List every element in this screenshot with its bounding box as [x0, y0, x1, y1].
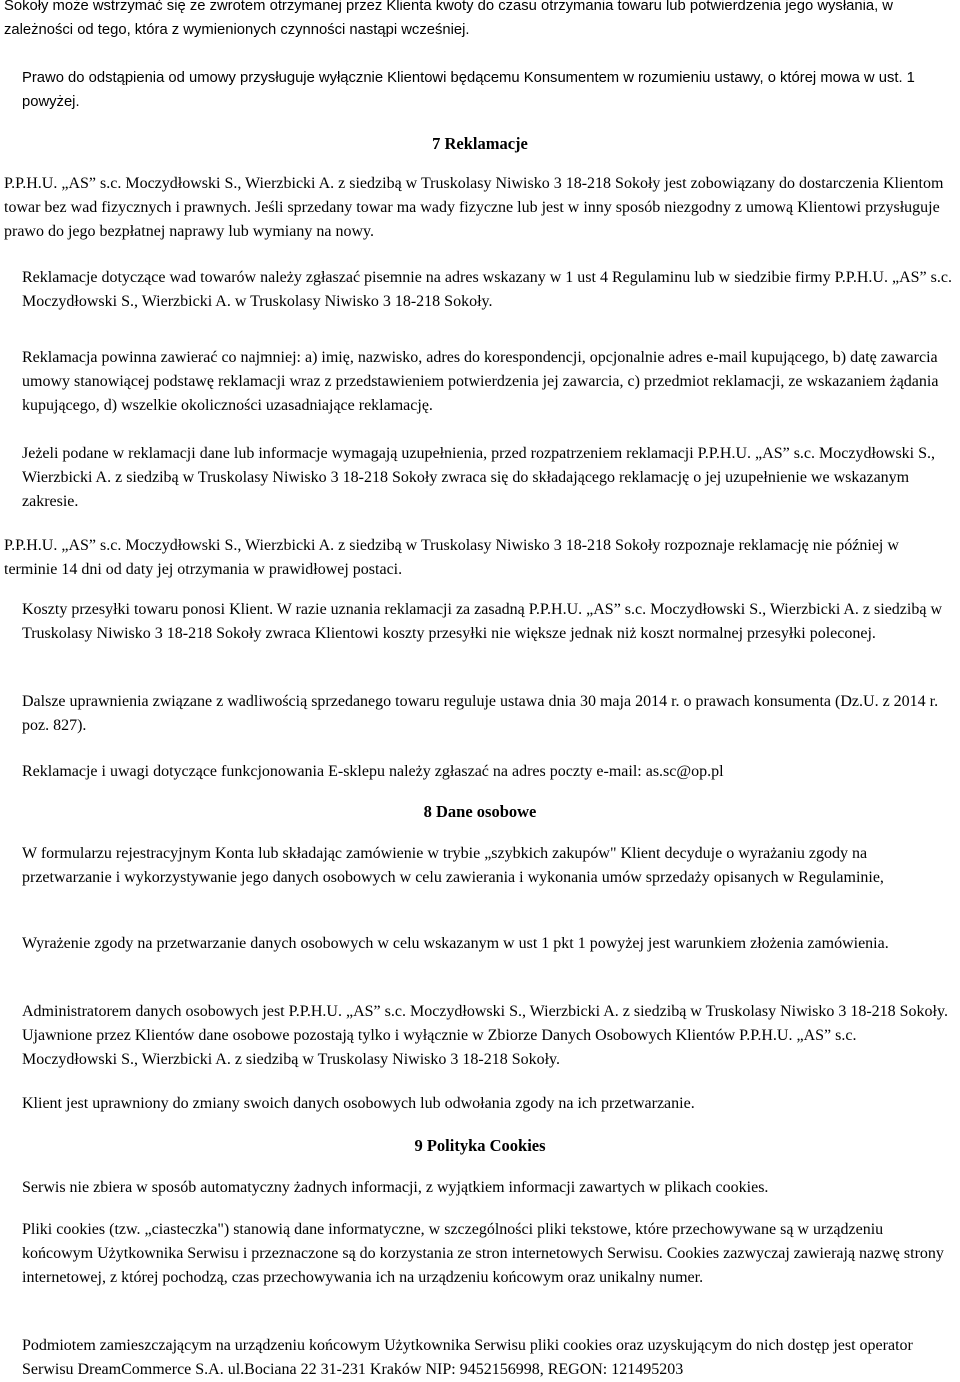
section-heading-polityka-cookies	[0, 1134, 960, 1158]
paragraph-complaint-address: Reklamacje dotyczące wad towarów należy zgłaszać pisemnie na adres wskazany w 1 ust 4 Regulaminu lub w siedzibie firmy P.P.H.U. „AS” s.c. Moczydłowski S., Wierzbicki A. w Truskolasy Niwisko 3 18-218 Sokoły.	[22, 269, 952, 310]
paragraph-complaint-content: Reklamacja powinna zawierać co najmniej: a) imię, nazwisko, adres do korespondencji, opcjonalnie adres e-mail kupującego, b) datę zawarcia umowy stanowiącej podstawę reklamacji wraz z przedstawieniem potwierdzenia jej zawarcia, c) przedmiot reklamacji, ze wskazaniem żądania kupującego, d) wszelkie okoliczności uzasadniające reklamację.	[22, 349, 939, 414]
paragraph-consent-form: W formularzu rejestracyjnym Konta lub składając zamówienie w trybie „szybkich zakupów" Klient decyduje o wyrażaniu zgody na przetwarzanie i wykorzystywanie jego danych osobowych w celu zawierania i wykonania umów sprzedaży opisanych w Regulaminie,	[22, 845, 884, 886]
paragraph-cookies-operator: Podmiotem zamieszczającym na urządzeniu końcowym Użytkownika Serwisu pliki cookies oraz uzyskującym do nich dostęp jest operator Serwisu DreamCommerce S.A. ul.Bociana 22 31-231 Kraków NIP: 9452156998, REGON: 121495203	[22, 1337, 913, 1378]
paragraph-refund-hold: Sokoły może wstrzymać się ze zwrotem otrzymanej przez Klienta kwoty do czasu otrzymania towaru lub potwierdzenia jego wysłania, w zależności od tego, która z wymienionych czynności nastąpi wcześniej.	[4, 0, 893, 38]
section-heading-label: 8 Dane osobowe	[423, 802, 537, 821]
section-heading-reklamacje	[0, 132, 960, 156]
paragraph-data-administrator: Administratorem danych osobowych jest P.P.H.U. „AS” s.c. Moczydłowski S., Wierzbicki A. z siedzibą w Truskolasy Niwisko 3 18-218 Sokoły. Ujawnione przez Klientów dane osobowe pozostają tylko i wyłącznie w Zbiorze Danych Osobowych Klientów P.P.H.U. „AS” s.c. Moczydłowski S., Wierzbicki A. z siedzibą w Truskolasy Niwisko 3 18-218 Sokoły.	[22, 1003, 948, 1068]
paragraph-cookies-collection: Serwis nie zbiera w sposób automatyczny żadnych informacji, z wyjątkiem informacji zawartych w plikach cookies.	[22, 1179, 769, 1196]
paragraph-complaint-completion: Jeżeli podane w reklamacji dane lub informacje wymagają uzupełnienia, przed rozpatrzeniem reklamacji P.P.H.U. „AS” s.c. Moczydłowski S., Wierzbicki A. z siedzibą w Truskolasy Niwisko 3 18-218 Sokoły zwraca się do składającego reklamację o jej uzupełnienie we wskazanym zakresie.	[22, 445, 936, 510]
paragraph-cookies-definition: Pliki cookies (tzw. „ciasteczka") stanowią dane informatyczne, w szczególności pliki tekstowe, które przechowywane są w urządzeniu końcowym Użytkownika Serwisu i przeznaczone są do korzystania ze stron internetowych Serwisu. Cookies zazwyczaj zawierają nazwę strony internetowej, z której pochodzą, czas przechowywania ich na urządzeniu końcowym oraz unikalny numer.	[22, 1221, 944, 1286]
paragraph-withdrawal-right: Prawo do odstąpienia od umowy przysługuje wyłącznie Klientowi będącemu Konsumentem w rozumieniu ustawy, o której mowa w ust. 1 powyżej.	[22, 70, 915, 110]
paragraph-complaint-deadline: P.P.H.U. „AS” s.c. Moczydłowski S., Wierzbicki A. z siedzibą w Truskolasy Niwisko 3 18-218 Sokoły rozpoznaje reklamację nie później w terminie 14 dni od daty jej otrzymania w prawidłowej postaci.	[4, 537, 899, 578]
paragraph-shipping-costs: Koszty przesyłki towaru ponosi Klient. W razie uznania reklamacji za zasadną P.P.H.U. „AS” s.c. Moczydłowski S., Wierzbicki A. z siedzibą w Truskolasy Niwisko 3 18-218 Sokoły zwraca Klientowi koszty przesyłki nie większe jednak niż koszt normalnej przesyłki poleconej.	[22, 601, 943, 642]
paragraph-consent-condition: Wyrażenie zgody na przetwarzanie danych osobowych w celu wskazanym w ust 1 pkt 1 powyżej jest warunkiem złożenia zamówienia.	[22, 935, 889, 952]
paragraph-obligation: P.P.H.U. „AS” s.c. Moczydłowski S., Wierzbicki A. z siedzibą w Truskolasy Niwisko 3 18-218 Sokoły jest zobowiązany do dostarczenia Klientom towar bez wad fizycznych i prawnych. Jeśli sprzedany towar ma wady fizyczne lub jest w inny sposób niezgodny z umową Klientowi przysługuje prawo do jego bezpłatnej naprawy lub wymiany na nowy.	[4, 175, 944, 240]
paragraph-data-change-right: Klient jest uprawniony do zmiany swoich danych osobowych lub odwołania zgody na ich przetwarzanie.	[22, 1095, 695, 1112]
paragraph-complaint-email: Reklamacje i uwagi dotyczące funkcjonowania E-sklepu należy zgłaszać na adres poczty e-mail: as.sc@op.pl	[22, 763, 724, 780]
section-heading-label: 9 Polityka Cookies	[414, 1136, 546, 1155]
paragraph-further-rights: Dalsze uprawnienia związane z wadliwością sprzedanego towaru reguluje ustawa dnia 30 maja 2014 r. o prawach konsumenta (Dz.U. z 2014 r. poz. 827).	[22, 693, 939, 734]
section-heading-dane-osobowe	[0, 800, 960, 824]
section-heading-label: 7 Reklamacje	[432, 134, 528, 153]
